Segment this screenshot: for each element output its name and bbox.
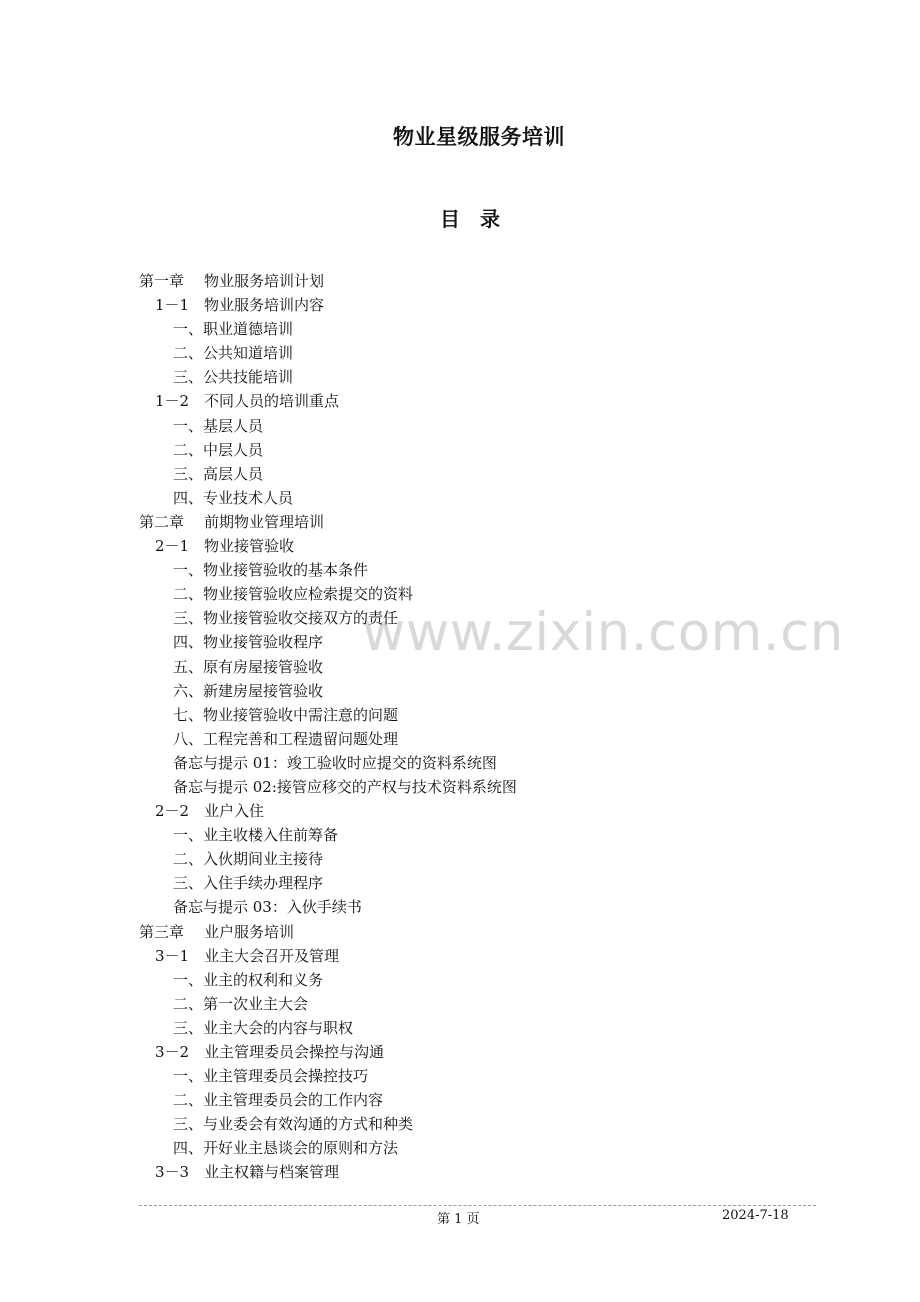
toc-entry-number: 2－1	[155, 537, 190, 556]
toc-entry[interactable]	[139, 775, 799, 799]
toc-entry-number: 2－2	[155, 802, 190, 821]
toc-entry[interactable]	[139, 534, 799, 558]
toc-entry[interactable]	[139, 317, 799, 341]
toc-entry-number: 第三章	[139, 922, 185, 941]
toc-entry-label: 一、业主管理委员会操控技巧	[173, 1067, 369, 1086]
toc-entry[interactable]	[139, 1064, 799, 1088]
toc-entry[interactable]	[139, 486, 799, 510]
toc-entry-label: 三、公共技能培训	[173, 368, 294, 387]
toc-entry-label: 业户入住	[204, 802, 265, 821]
toc-entry-label: 二、物业接管验收应检索提交的资料	[173, 585, 414, 604]
toc-entry-number: 1－1	[155, 296, 190, 315]
toc-entry[interactable]	[139, 920, 799, 944]
toc-entry-number: 第二章	[139, 512, 185, 531]
toc-entry[interactable]	[139, 679, 799, 703]
toc-entry-label: 一、物业接管验收的基本条件	[173, 561, 369, 580]
footer-page-number: 第 1 页	[437, 1212, 480, 1227]
toc-entry[interactable]	[139, 1160, 799, 1184]
table-of-contents	[139, 269, 799, 1185]
toc-entry[interactable]	[139, 799, 799, 823]
toc-entry[interactable]	[139, 1040, 799, 1064]
toc-entry-label: 四、物业接管验收程序	[173, 633, 324, 652]
toc-entry-label: 二、业主管理委员会的工作内容	[173, 1091, 384, 1110]
toc-entry[interactable]	[139, 992, 799, 1016]
footer-divider	[139, 1205, 816, 1206]
toc-entry-label: 业主权籍与档案管理	[204, 1163, 340, 1182]
toc-entry[interactable]	[139, 558, 799, 582]
toc-entry-label: 业户服务培训	[204, 922, 295, 941]
toc-entry-label: 三、高层人员	[173, 464, 264, 483]
watermark: www.zixin.com.cn	[362, 602, 844, 663]
toc-entry-label: 一、职业道德培训	[173, 320, 294, 339]
toc-entry[interactable]	[139, 1136, 799, 1160]
toc-entry-label: 四、专业技术人员	[173, 488, 294, 507]
toc-entry[interactable]	[139, 655, 799, 679]
toc-entry-label: 一、业主的权利和义务	[173, 970, 324, 989]
toc-entry[interactable]	[139, 751, 799, 775]
toc-entry[interactable]	[139, 365, 799, 389]
toc-entry-label: 物业服务培训内容	[204, 296, 325, 315]
toc-entry-label: 五、原有房屋接管验收	[173, 657, 324, 676]
toc-entry-number: 3－3	[155, 1163, 190, 1182]
toc-entry[interactable]	[139, 438, 799, 462]
toc-entry-number: 3－1	[155, 946, 190, 965]
toc-entry[interactable]	[139, 582, 799, 606]
toc-entry[interactable]	[139, 823, 799, 847]
toc-entry-label: 三、物业接管验收交接双方的责任	[173, 609, 399, 628]
toc-entry-label: 四、开好业主恳谈会的原则和方法	[173, 1139, 399, 1158]
toc-entry-label: 物业服务培训计划	[204, 272, 325, 290]
toc-entry-number: 3－2	[155, 1043, 190, 1061]
footer-date: 2024-7-18	[722, 1208, 789, 1223]
toc-entry-label: 二、第一次业主大会	[173, 994, 309, 1013]
toc-heading: 目录	[440, 207, 520, 231]
toc-entry[interactable]	[139, 727, 799, 751]
toc-entry-label: 三、业主大会的内容与职权	[173, 1018, 354, 1037]
toc-entry[interactable]	[139, 510, 799, 534]
document-title: 物业星级服务培训	[393, 125, 565, 149]
toc-entry-label: 二、中层人员	[173, 440, 264, 459]
toc-entry[interactable]	[139, 293, 799, 317]
toc-entry[interactable]	[139, 968, 799, 992]
toc-entry-label: 业主管理委员会操控与沟通	[204, 1043, 385, 1061]
toc-entry-label: 前期物业管理培训	[204, 512, 325, 531]
toc-entry-label: 业主大会召开及管理	[204, 946, 340, 965]
toc-entry[interactable]	[139, 1112, 799, 1136]
toc-entry-label: 一、业主收楼入住前筹备	[173, 826, 339, 845]
toc-entry-label: 备忘与提示 03：入伙手续书	[173, 898, 362, 917]
toc-entry-label: 物业接管验收	[204, 537, 295, 556]
toc-entry-label: 不同人员的培训重点	[204, 392, 340, 411]
toc-entry[interactable]	[139, 703, 799, 727]
toc-entry-label: 备忘与提示 01：竣工验收时应提交的资料系统图	[173, 753, 497, 772]
toc-entry-label: 八、工程完善和工程遗留问题处理	[173, 729, 399, 748]
toc-entry[interactable]	[139, 414, 799, 438]
toc-entry[interactable]	[139, 847, 799, 871]
toc-entry-label: 七、物业接管验收中需注意的问题	[173, 705, 399, 724]
toc-entry[interactable]	[139, 895, 799, 919]
toc-entry[interactable]	[139, 871, 799, 895]
toc-entry[interactable]	[139, 1016, 799, 1040]
toc-entry[interactable]	[139, 462, 799, 486]
toc-entry[interactable]	[139, 389, 799, 413]
toc-entry[interactable]	[139, 944, 799, 968]
toc-entry-label: 二、入伙期间业主接待	[173, 850, 324, 869]
toc-entry-label: 六、新建房屋接管验收	[173, 681, 324, 700]
toc-entry-number: 第一章	[139, 272, 185, 290]
toc-entry-label: 三、与业委会有效沟通的方式和种类	[173, 1115, 414, 1134]
toc-entry-label: 备忘与提示 02:接管应移交的产权与技术资料系统图	[173, 777, 517, 796]
toc-entry-label: 一、基层人员	[173, 416, 264, 435]
toc-entry-label: 三、入住手续办理程序	[173, 874, 324, 893]
toc-entry[interactable]	[139, 606, 799, 630]
toc-entry[interactable]	[139, 1088, 799, 1112]
toc-entry[interactable]	[139, 269, 799, 293]
toc-entry-number: 1－2	[155, 392, 190, 411]
toc-entry[interactable]	[139, 341, 799, 365]
toc-entry-label: 二、公共知道培训	[173, 344, 294, 363]
toc-entry[interactable]	[139, 630, 799, 654]
